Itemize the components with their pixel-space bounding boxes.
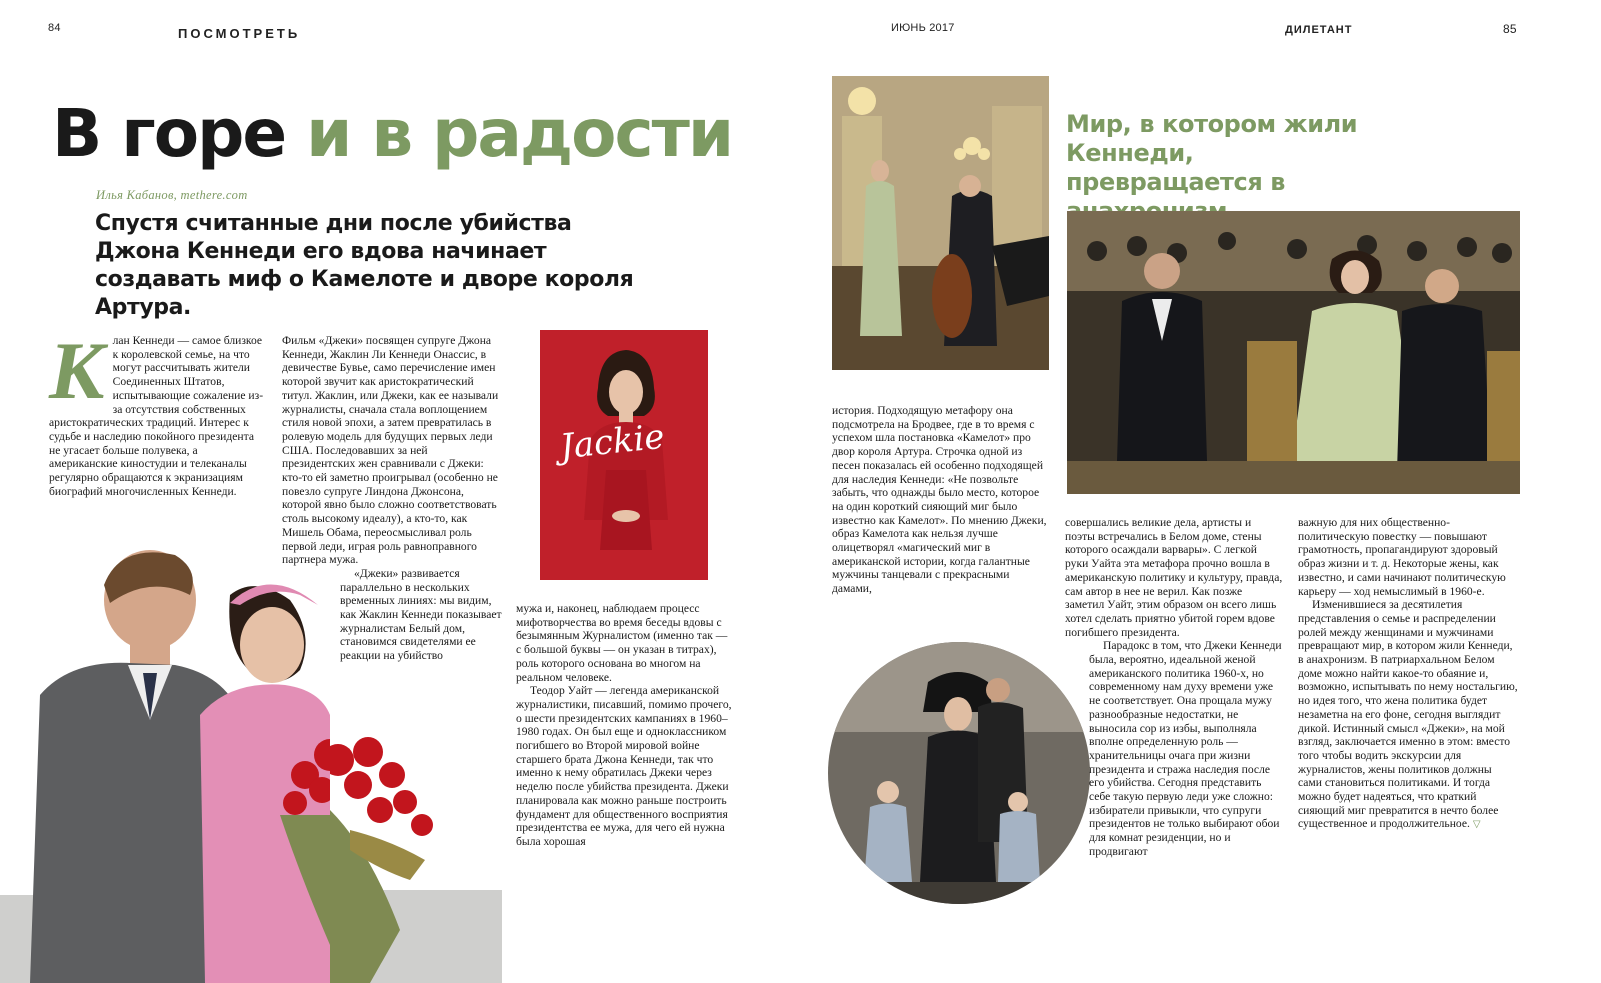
col2-paragraph-2: «Джеки» развивается параллельно в нескольких временных линиях: мы видим, как Жаклин Кеннеди показывает журналистам Белый дом, становимся свидетелями ее реакции на убийство <box>340 566 502 663</box>
photo-couple-with-roses <box>0 545 330 983</box>
column-6 <box>1298 516 1518 832</box>
photo-audience-scene <box>1067 211 1520 494</box>
pull-quote: Мир, в котором жили Кеннеди, превращается в <box>1066 110 1358 196</box>
page-number-left: 84 <box>48 22 61 34</box>
photo-cellist-concert <box>832 76 1049 370</box>
issue-date: ИЮНЬ 2017 <box>891 22 955 34</box>
byline: Илья Кабанов, methere.com <box>96 188 248 202</box>
photo-couple-roses-right <box>330 730 502 983</box>
col3-paragraph-1: мужа и, наконец, наблюдаем процесс мифотворчества во время беседы вдовы с безымянным Журналистом (именно так — с большой буквы — он указан в титрах), роль которого основана во многом на реальном человеке. <box>516 602 728 684</box>
col6-paragraph-1: важную для них общественно-политическую повестку — повышают грамотность, пропагандируют здоровый образ жизни и т. д. Некоторые жены, как известно, и сами начинают политическую карьеру — ход немыслимый в 1960-е. <box>1298 516 1506 598</box>
col6-paragraph-2 <box>1298 598 1518 832</box>
col2-paragraph-1: Фильм «Джеки» посвящен супруге Джона Кеннеди, Жаклин Ли Кеннеди Онассис, в девичестве Бувье, само перечисление имен которой звучит как аристократический титул. Жаклин, или Джеки, как ее называли журналисты, сначала стала воплощением стиля новой эпохи, а затем превратилась в ролевую модель для будущих первых леди США. Последовавших за ней президентских жен сравнивали с Джеки: кто-то ей заметно проигрывал (особенно не повезло супруге Линдона Джонсона, которой явно было сложно соответствовать столь высокому идеалу), а кто-то, как Мишель Обама, переосмысливал роль первой леди, играя роль равноправного партнера мужа. <box>282 334 499 567</box>
col3-paragraph-2: Теодор Уайт — легенда американской журналистики, писавший, помимо прочего, о шести президентских кампаниях в 1960–1980 годах. Он был еще и одноклассником погибшего во Второй мировой войне старшего брата Джона Кеннеди, так что именно к нему обратилась Джеки через неделю после убийства президента. Джеки планировала как можно раньше построить фундамент для общественного восприятия президентства ее мужа, для чего ей нужна была хорошая <box>516 684 732 848</box>
col5-paragraph-1: совершались великие дела, артисты и поэты встречались в Белом доме, стены которого осаждали варвары». С легкой руки Уайта эта метафора прочно вошла в американскую политику и культуру, правда, сам автор в нее не верил. Как позже заметил Уайт, этим образом он всего лишь хотел сделать приятно убитой горем вдове погибшего президента. <box>1065 516 1283 639</box>
section-label: ПОСМОТРЕТЬ <box>178 26 301 41</box>
column-3 <box>516 602 734 849</box>
article-title <box>52 95 733 172</box>
lead-paragraph: Спустя считанные дни после убийства Джона Кеннеди его вдова начинает создавать миф о Камелоте и дворе короля Артура. <box>95 211 634 320</box>
poster-title: Jackie <box>558 416 667 468</box>
photo-funeral-circle <box>828 642 1090 904</box>
end-of-article-icon: ▽ <box>1472 819 1481 831</box>
jackie-poster <box>540 330 708 580</box>
title-part-2: и в радости <box>306 95 733 172</box>
magazine-name: ДИЛЕТАНТ <box>1285 24 1353 36</box>
col5-paragraph-2: Парадокс в том, что Джеки Кеннеди была, вероятно, идеальной женой американского политика 1960-х, но современному нам духу времени уже не соответствует. Она прощала мужу разнообразные недостатки, не выносила сор из избы, выполняла вполне определенную роль — хранительницы очага при жизни президента и стража наследия после его убийства. Сегодня представить себе такую первую леди уже сложно: избиратели привыкли, что супруги президентов не только выбирают обои для комнат резиденции, но и продвигают <box>1089 639 1282 858</box>
col6-paragraph-2-text: Изменившиеся за десятилетия представления о семье и распределении ролей между женщинами и мужчинами превращают мир, в котором жили Кеннеди, в анахронизм. В патриархальном Белом доме можно найти какое-то обаяние и, возможно, испытывать по нему ностальгию, но идея того, что жена политика будет незаметна на его фоне, сегодня выглядит дикой. Истинный смысл «Джеки», на мой взгляд, заключается именно в этом: вместо того чтобы водить экскурсии для журналистов, жены политиков должны сами становиться политиками. И тогда можно будет надеяться, что краткий сияющий миг превратится в нечто более существенное и продолжительное. <box>1298 598 1518 831</box>
title-part-1: В горе <box>52 95 286 172</box>
col1-paragraph-1: лан Кеннеди — самое близкое к королевской семье, на что могут рассчитывать жители Соединенных Штатов, испытывающие сожаление из-за отсутствия собственных аристократических традиций. Интерес к судьбе и наследию покойного президента не угасает больше полувека, а американские киностудии и телеканалы регулярно обращаются к экранизациям биографий многочисленных Кеннеди. <box>49 334 264 498</box>
column-5 <box>1065 516 1283 859</box>
page-number-right: 85 <box>1503 22 1517 36</box>
column-1 <box>49 325 265 498</box>
column-4 <box>832 404 1052 596</box>
drop-cap: К <box>49 325 105 416</box>
col4-paragraph-1: история. Подходящую метафору она подсмотрела на Бродвее, где в то время с успехом шла постановка «Камелот» про двор короля Артура. Строчка одной из песен показалась ей особенно подходящей для наследия Кеннеди: «Не позвольте забыть, что однажды было место, которое на один короткий сияющий миг было известно как Камелот». По мнению Джеки, образ Камелота как нельзя лучше олицетворял «магический миг в американской истории, когда галантные мужчины танцевали с прекрасными дамами, <box>832 404 1047 596</box>
